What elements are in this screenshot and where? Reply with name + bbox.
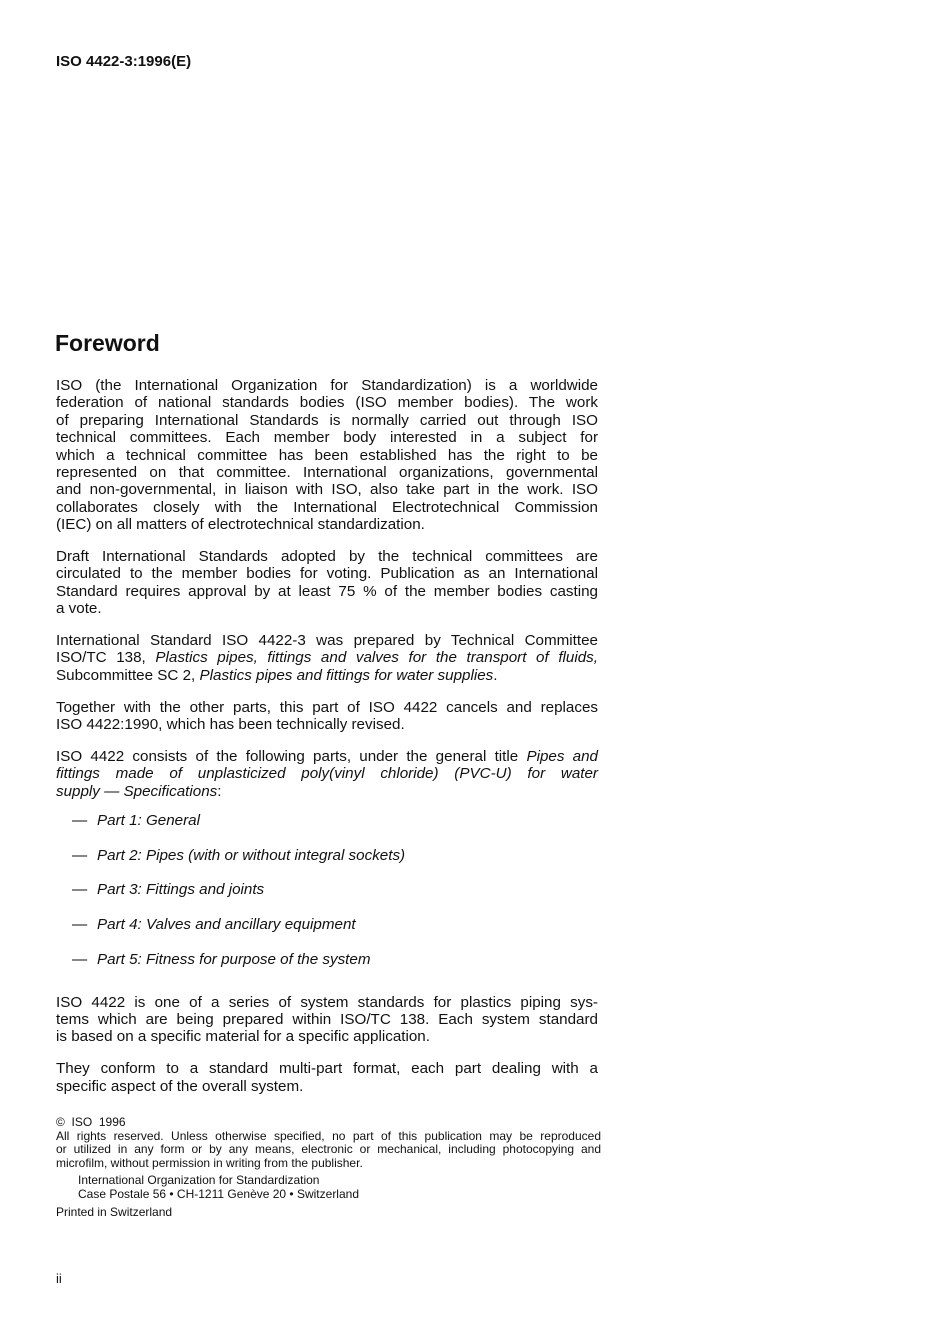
text-span: Draft International Standards adopted by the technical committees are xyxy=(56,548,598,566)
text-line xyxy=(56,464,598,481)
dash: — xyxy=(72,846,88,864)
dash: — xyxy=(72,881,88,899)
part-title: General xyxy=(145,811,201,829)
text-span: ISO 4422 is one of a series of system standards for plastics piping sys- xyxy=(56,993,598,1011)
text-span: circulated to the member bodies for voting. Publication as an International xyxy=(56,565,598,583)
text-line xyxy=(56,632,598,649)
text-span: (IEC) on all matters of electrotechnical standardization. xyxy=(56,516,425,534)
italic-text: fittings made of unplasticized poly(vinyl chloride) (PVC-U) for water xyxy=(56,765,598,783)
part-title: Valves and ancillary equipment xyxy=(145,916,356,934)
organization-address: Case Postale 56 • CH-1211 Genève 20 • Switzerland xyxy=(78,1186,359,1201)
text-span: which a technical committee has been established has the right to be xyxy=(56,446,598,464)
paragraph xyxy=(56,1060,598,1095)
text-line xyxy=(56,1060,598,1077)
rights-line: or utilized in any form or by any means, electronic or mechanical, including photocopying and xyxy=(56,1142,601,1157)
text-line xyxy=(56,1078,598,1095)
text-span: Subcommittee SC 2, xyxy=(56,666,200,684)
text-span: ISO/TC 138, xyxy=(56,649,156,667)
page-number: ii xyxy=(56,1271,62,1286)
text-span: of preparing International Standards is normally carried out through ISO xyxy=(56,411,598,429)
paragraph xyxy=(56,748,598,800)
part-label: Part 3: xyxy=(97,881,146,899)
text-span: International Standard ISO 4422-3 was prepared by Technical Committee xyxy=(56,632,598,650)
document-id: ISO 4422-3:1996(E) xyxy=(56,53,192,70)
part-title: Fitness for purpose of the system xyxy=(145,950,371,968)
parts-list xyxy=(56,812,598,986)
text-span: ISO 4422 consists of the following parts, under the general title xyxy=(56,748,527,766)
paragraph xyxy=(56,377,598,534)
text-line xyxy=(56,516,598,533)
paragraph xyxy=(56,632,598,684)
list-item xyxy=(56,881,598,916)
text-line xyxy=(56,699,598,716)
text-line xyxy=(56,447,598,464)
part-label: Part 4: xyxy=(97,916,146,934)
text-span: tems which are being prepared within ISO/TC 138. Each system standard xyxy=(56,1011,598,1029)
text-span: . xyxy=(493,666,498,684)
text-line xyxy=(56,1028,598,1045)
text-line xyxy=(56,994,598,1011)
text-span: technical committees. Each member body interested in a subject for xyxy=(56,429,598,447)
rights-line: All rights reserved. Unless otherwise specified, no part of this publication may be reproduced xyxy=(56,1128,601,1143)
text-line xyxy=(56,1011,598,1028)
text-line xyxy=(56,548,598,565)
italic-text: Pipes and xyxy=(526,748,598,766)
text-line xyxy=(56,649,598,666)
text-line xyxy=(56,481,598,498)
text-line xyxy=(56,583,598,600)
paragraph xyxy=(56,699,598,734)
text-span: Together with the other parts, this part of ISO 4422 cancels and replaces xyxy=(56,698,598,716)
text-line xyxy=(56,394,598,411)
text-line xyxy=(56,377,598,394)
organization-name: International Organization for Standardization xyxy=(78,1173,320,1188)
dash: — xyxy=(72,916,88,934)
part-label: Part 2: xyxy=(97,846,146,864)
text-line xyxy=(56,565,598,582)
text-span: They conform to a standard multi-part format, each part dealing with a xyxy=(56,1060,598,1078)
list-item xyxy=(56,812,598,847)
part-label: Part 1: xyxy=(97,811,146,829)
rights-line: microfilm, without permission in writing from the publisher. xyxy=(56,1155,363,1170)
italic-text: Plastics pipes and fittings for water supplies xyxy=(199,666,494,684)
list-item xyxy=(56,951,598,986)
paragraphs-before xyxy=(56,377,598,800)
text-line xyxy=(56,667,598,684)
text-line xyxy=(56,600,598,617)
text-span: specific aspect of the overall system. xyxy=(56,1077,304,1095)
part-label: Part 5: xyxy=(97,950,146,968)
paragraph xyxy=(56,994,598,1046)
text-line xyxy=(56,716,598,733)
paragraph xyxy=(56,548,598,618)
italic-text: supply — Specifications xyxy=(56,782,218,800)
text-span: represented on that committee. International organizations, governmental xyxy=(56,463,598,481)
foreword-body xyxy=(56,377,598,1110)
text-span: ISO (the International Organization for Standardization) is a worldwide xyxy=(56,377,598,394)
list-item xyxy=(56,916,598,951)
text-line xyxy=(56,429,598,446)
text-line xyxy=(56,765,598,782)
copyright-notice xyxy=(56,1116,601,1219)
text-line xyxy=(56,499,598,516)
copyright-line: © ISO 1996 xyxy=(56,1115,126,1129)
text-span: federation of national standards bodies (ISO member bodies). The work xyxy=(56,394,598,412)
text-span: : xyxy=(217,782,222,800)
list-item xyxy=(56,847,598,882)
text-span: and non-governmental, in liaison with ISO, also take part in the work. ISO xyxy=(56,481,598,499)
part-title: Fittings and joints xyxy=(145,881,265,899)
dash: — xyxy=(72,811,88,829)
section-title: Foreword xyxy=(55,330,160,356)
part-title: Pipes (with or without integral sockets) xyxy=(145,846,406,864)
printed-in: Printed in Switzerland xyxy=(56,1204,173,1219)
dash: — xyxy=(72,950,88,968)
text-line xyxy=(56,412,598,429)
text-line xyxy=(56,748,598,765)
text-span: Standard requires approval by at least 75 % of the member bodies casting xyxy=(56,582,598,600)
italic-text: Plastics pipes, fittings and valves for the transport of fluids, xyxy=(155,649,598,667)
text-line xyxy=(56,783,598,800)
text-span: is based on a specific material for a specific application. xyxy=(56,1028,430,1046)
paragraphs-after xyxy=(56,994,598,1095)
text-span: collaborates closely with the International Electrotechnical Commission xyxy=(56,498,598,516)
text-span: a vote. xyxy=(56,600,102,618)
text-span: ISO 4422:1990, which has been technically revised. xyxy=(56,716,405,734)
